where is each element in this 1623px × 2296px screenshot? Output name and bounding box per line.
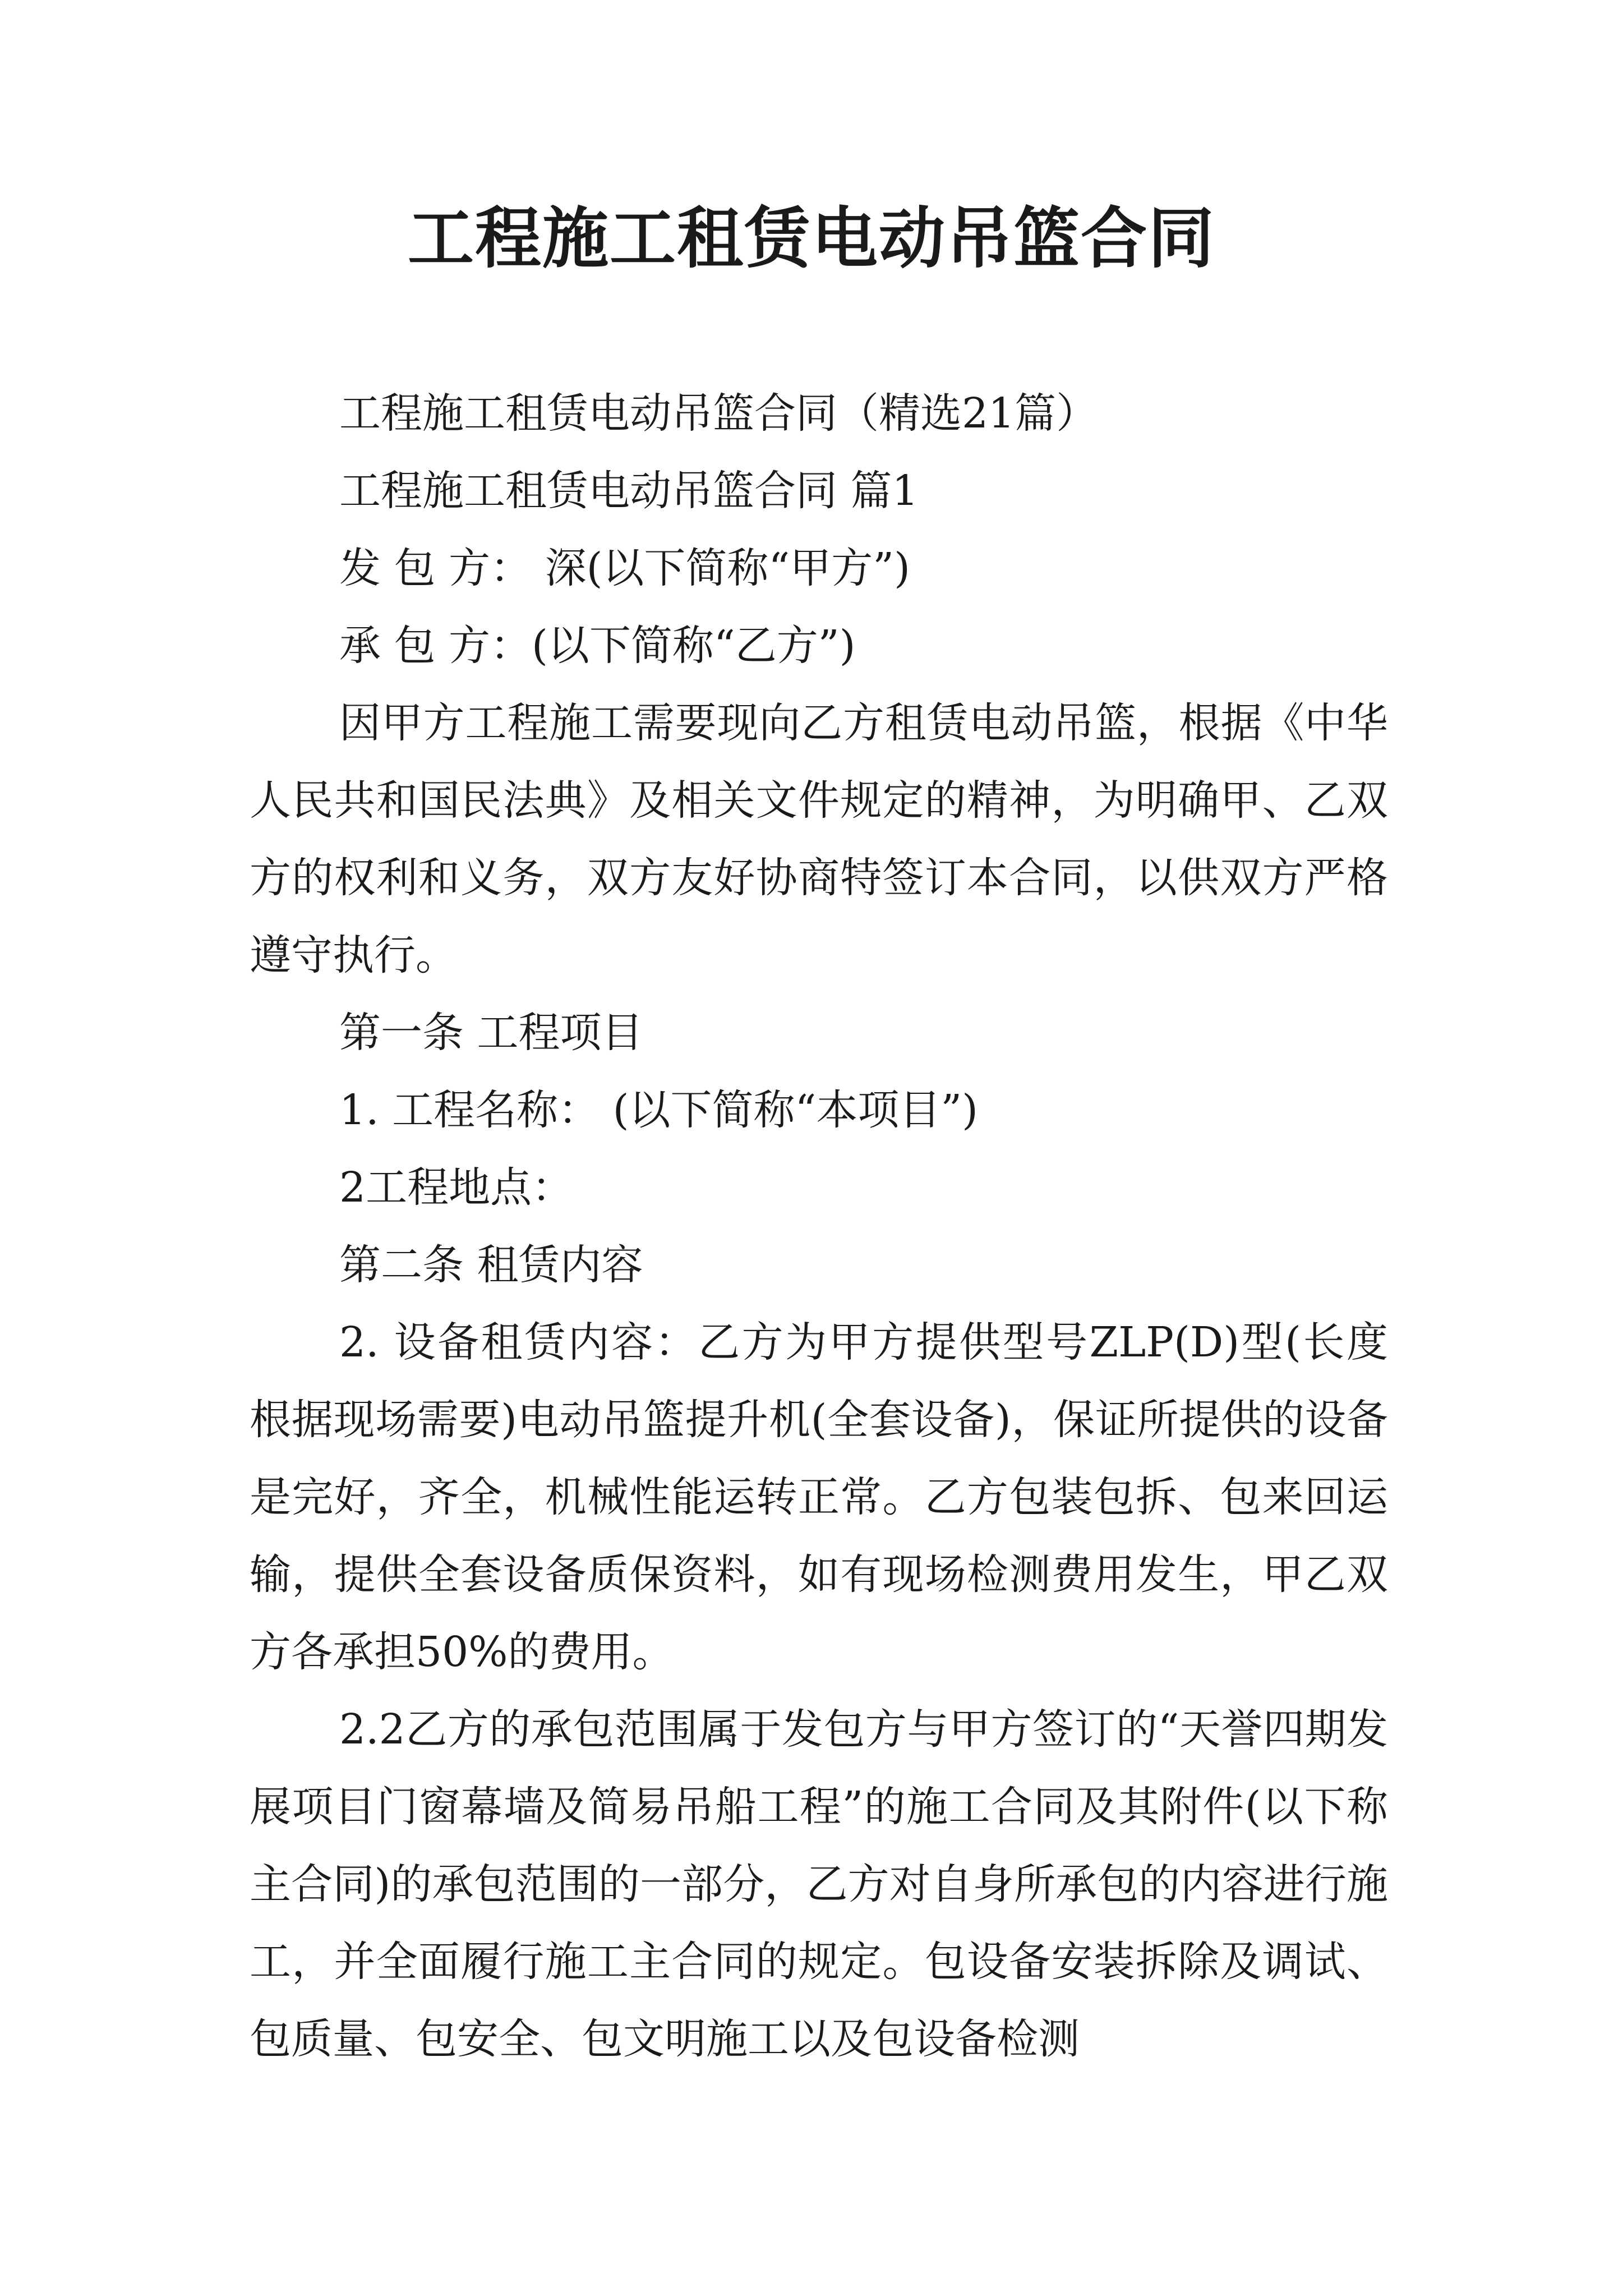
document-title: 工程施工租赁电动吊篮合同: [407, 199, 1215, 277]
paragraph-preamble: 因甲方工程施工需要现向乙方租赁电动吊篮，根据《中华人民共和国民法典》及相关文件规定的精神，为明确甲、乙双方的权利和义务，双方友好协商特签订本合同，以供双方严格遵守执行。: [250, 699, 1388, 979]
paragraph-subtitle: 工程施工租赁电动吊篮合同（精选21篇）: [339, 389, 1098, 438]
paragraph-project-name: 1. 工程名称： (以下简称“本项目”): [339, 1086, 979, 1134]
document-body: [250, 375, 1388, 2078]
paragraph-party-a: 发 包 方： 深(以下简称“甲方”): [339, 544, 910, 592]
paragraph-project-location: 2工程地点：: [339, 1163, 574, 1212]
paragraph-party-b: 承 包 方：(以下简称“乙方”): [339, 622, 856, 670]
paragraph-lease-content: 2. 设备租赁内容：乙方为甲方提供型号ZLP(D)型(长度根据现场需要)电动吊篮提升机(全套设备)，保证所提供的设备是完好，齐全，机械性能运转正常。乙方包装包拆、包来回运输，提供全套设备质保资料，如有现场检测费用发生，甲乙双方各承担50%的费用。: [250, 1318, 1388, 1676]
paragraph-contract-scope: 2.2乙方的承包范围属于发包方与甲方签订的“天誉四期发展项目门窗幕墙及简易吊船工程”的施工合同及其附件(以下称主合同)的承包范围的一部分，乙方对自身所承包的内容进行施工，并全面履行施工主合同的规定。包设备安装拆除及调试、包质量、包安全、包文明施工以及包设备检测: [250, 1705, 1388, 2063]
paragraph-article-1-heading: 第一条 工程项目: [339, 1009, 643, 1057]
paragraph-section-heading: 工程施工租赁电动吊篮合同 篇1: [339, 467, 919, 515]
paragraph-article-2-heading: 第二条 租赁内容: [339, 1241, 643, 1289]
